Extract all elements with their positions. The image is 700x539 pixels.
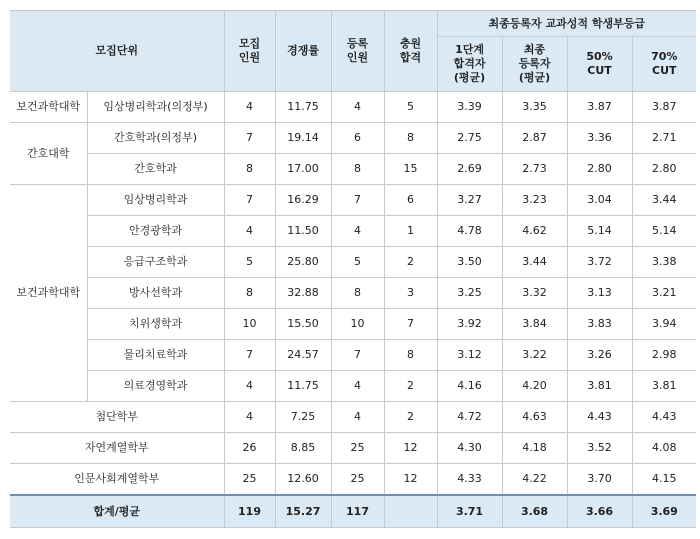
total-extra (384, 495, 437, 528)
extra-cell: 7 (384, 309, 437, 340)
cut70-cell: 2.98 (632, 340, 696, 371)
quota-cell: 4 (224, 216, 275, 247)
cut70-cell: 3.44 (632, 185, 696, 216)
final-cell: 3.44 (502, 247, 567, 278)
dept-cell: 임상병리학과(의정부) (87, 92, 224, 123)
table-row (10, 371, 696, 402)
rate-cell: 15.50 (275, 309, 331, 340)
table-row (10, 216, 696, 247)
cut50-cell: 3.13 (567, 278, 632, 309)
enrolled-cell: 7 (331, 185, 384, 216)
admission-results-table (10, 10, 696, 528)
cut70-cell: 4.15 (632, 464, 696, 496)
enrolled-cell: 5 (331, 247, 384, 278)
quota-cell: 7 (224, 123, 275, 154)
table-row (10, 402, 696, 433)
rate-cell: 8.85 (275, 433, 331, 464)
table-row (10, 340, 696, 371)
quota-cell: 4 (224, 402, 275, 433)
cut70-cell: 5.14 (632, 216, 696, 247)
dept-cell: 간호학과 (87, 154, 224, 185)
quota-cell: 10 (224, 309, 275, 340)
extra-cell: 2 (384, 371, 437, 402)
extra-cell: 6 (384, 185, 437, 216)
stage1-cell: 3.25 (437, 278, 502, 309)
extra-cell: 15 (384, 154, 437, 185)
table-row (10, 433, 696, 464)
college-cell: 보건과학대학 (10, 92, 87, 123)
header-unit: 모집단위 (10, 11, 224, 92)
stage1-cell: 3.92 (437, 309, 502, 340)
stage1-cell: 3.27 (437, 185, 502, 216)
quota-cell: 26 (224, 433, 275, 464)
quota-cell: 4 (224, 92, 275, 123)
dept-cell: 안경광학과 (87, 216, 224, 247)
cut50-cell: 3.52 (567, 433, 632, 464)
enrolled-cell: 4 (331, 216, 384, 247)
cut50-cell: 3.04 (567, 185, 632, 216)
total-row (10, 495, 696, 528)
enrolled-cell: 8 (331, 154, 384, 185)
college-cell: 간호대학 (10, 123, 87, 185)
cut70-cell: 3.21 (632, 278, 696, 309)
header-stage1: 1단계 합격자 (평균) (437, 37, 502, 92)
stage1-cell: 2.69 (437, 154, 502, 185)
cut50-cell: 2.80 (567, 154, 632, 185)
extra-cell: 12 (384, 433, 437, 464)
header-rate: 경쟁률 (275, 11, 331, 92)
header-grade-group: 최종등록자 교과성적 학생부등급 (437, 11, 696, 37)
final-cell: 2.73 (502, 154, 567, 185)
stage1-cell: 4.78 (437, 216, 502, 247)
stage1-cell: 4.30 (437, 433, 502, 464)
header-cut50: 50% CUT (567, 37, 632, 92)
table-row (10, 309, 696, 340)
dept-cell: 간호학과(의정부) (87, 123, 224, 154)
rate-cell: 11.75 (275, 371, 331, 402)
cut70-cell: 3.38 (632, 247, 696, 278)
extra-cell: 5 (384, 92, 437, 123)
extra-cell: 1 (384, 216, 437, 247)
total-final: 3.68 (502, 495, 567, 528)
final-cell: 3.84 (502, 309, 567, 340)
cut50-cell: 4.43 (567, 402, 632, 433)
quota-cell: 8 (224, 278, 275, 309)
dept-cell: 물리치료학과 (87, 340, 224, 371)
cut70-cell: 3.81 (632, 371, 696, 402)
table-row (10, 154, 696, 185)
final-cell: 3.22 (502, 340, 567, 371)
cut50-cell: 3.81 (567, 371, 632, 402)
total-label: 합계/평균 (10, 495, 224, 528)
quota-cell: 25 (224, 464, 275, 496)
table-row (10, 247, 696, 278)
header-cut70: 70% CUT (632, 37, 696, 92)
rate-cell: 11.75 (275, 92, 331, 123)
dept-cell: 치위생학과 (87, 309, 224, 340)
header-enrolled: 등록 인원 (331, 11, 384, 92)
rate-cell: 25.80 (275, 247, 331, 278)
final-cell: 4.20 (502, 371, 567, 402)
cut50-cell: 5.14 (567, 216, 632, 247)
cut70-cell: 4.43 (632, 402, 696, 433)
quota-cell: 7 (224, 340, 275, 371)
stage1-cell: 4.72 (437, 402, 502, 433)
final-cell: 4.62 (502, 216, 567, 247)
cut70-cell: 2.80 (632, 154, 696, 185)
quota-cell: 7 (224, 185, 275, 216)
cut70-cell: 3.87 (632, 92, 696, 123)
table-row (10, 92, 696, 123)
final-cell: 3.23 (502, 185, 567, 216)
total-enrolled: 117 (331, 495, 384, 528)
dept-cell: 응급구조학과 (87, 247, 224, 278)
stage1-cell: 3.50 (437, 247, 502, 278)
cut50-cell: 3.70 (567, 464, 632, 496)
final-cell: 4.22 (502, 464, 567, 496)
final-cell: 3.35 (502, 92, 567, 123)
extra-cell: 2 (384, 402, 437, 433)
rate-cell: 17.00 (275, 154, 331, 185)
dept-cell: 자연계열학부 (10, 433, 224, 464)
extra-cell: 8 (384, 123, 437, 154)
dept-cell: 첨단학부 (10, 402, 224, 433)
rate-cell: 32.88 (275, 278, 331, 309)
quota-cell: 5 (224, 247, 275, 278)
rate-cell: 7.25 (275, 402, 331, 433)
enrolled-cell: 6 (331, 123, 384, 154)
total-quota: 119 (224, 495, 275, 528)
extra-cell: 2 (384, 247, 437, 278)
rate-cell: 12.60 (275, 464, 331, 496)
rate-cell: 16.29 (275, 185, 331, 216)
enrolled-cell: 8 (331, 278, 384, 309)
total-cut70: 3.69 (632, 495, 696, 528)
header-final: 최종 등록자 (평균) (502, 37, 567, 92)
cut50-cell: 3.36 (567, 123, 632, 154)
total-rate: 15.27 (275, 495, 331, 528)
table-row (10, 278, 696, 309)
rate-cell: 24.57 (275, 340, 331, 371)
total-cut50: 3.66 (567, 495, 632, 528)
extra-cell: 3 (384, 278, 437, 309)
dept-cell: 임상병리학과 (87, 185, 224, 216)
cut70-cell: 3.94 (632, 309, 696, 340)
stage1-cell: 3.12 (437, 340, 502, 371)
stage1-cell: 3.39 (437, 92, 502, 123)
enrolled-cell: 4 (331, 402, 384, 433)
table-row (10, 464, 696, 496)
cut70-cell: 4.08 (632, 433, 696, 464)
dept-cell: 인문사회계열학부 (10, 464, 224, 496)
stage1-cell: 4.16 (437, 371, 502, 402)
cut50-cell: 3.72 (567, 247, 632, 278)
college-cell: 보건과학대학 (10, 185, 87, 402)
cut50-cell: 3.87 (567, 92, 632, 123)
total-stage1: 3.71 (437, 495, 502, 528)
quota-cell: 8 (224, 154, 275, 185)
stage1-cell: 2.75 (437, 123, 502, 154)
stage1-cell: 4.33 (437, 464, 502, 496)
enrolled-cell: 7 (331, 340, 384, 371)
table-row (10, 123, 696, 154)
quota-cell: 4 (224, 371, 275, 402)
dept-cell: 의료경영학과 (87, 371, 224, 402)
final-cell: 4.18 (502, 433, 567, 464)
rate-cell: 19.14 (275, 123, 331, 154)
header-extra: 충원 합격 (384, 11, 437, 92)
cut70-cell: 2.71 (632, 123, 696, 154)
enrolled-cell: 25 (331, 433, 384, 464)
extra-cell: 12 (384, 464, 437, 496)
dept-cell: 방사선학과 (87, 278, 224, 309)
cut50-cell: 3.83 (567, 309, 632, 340)
final-cell: 4.63 (502, 402, 567, 433)
enrolled-cell: 4 (331, 92, 384, 123)
header-quota: 모집 인원 (224, 11, 275, 92)
cut50-cell: 3.26 (567, 340, 632, 371)
enrolled-cell: 25 (331, 464, 384, 496)
final-cell: 3.32 (502, 278, 567, 309)
table-row (10, 185, 696, 216)
final-cell: 2.87 (502, 123, 567, 154)
enrolled-cell: 10 (331, 309, 384, 340)
extra-cell: 8 (384, 340, 437, 371)
enrolled-cell: 4 (331, 371, 384, 402)
rate-cell: 11.50 (275, 216, 331, 247)
